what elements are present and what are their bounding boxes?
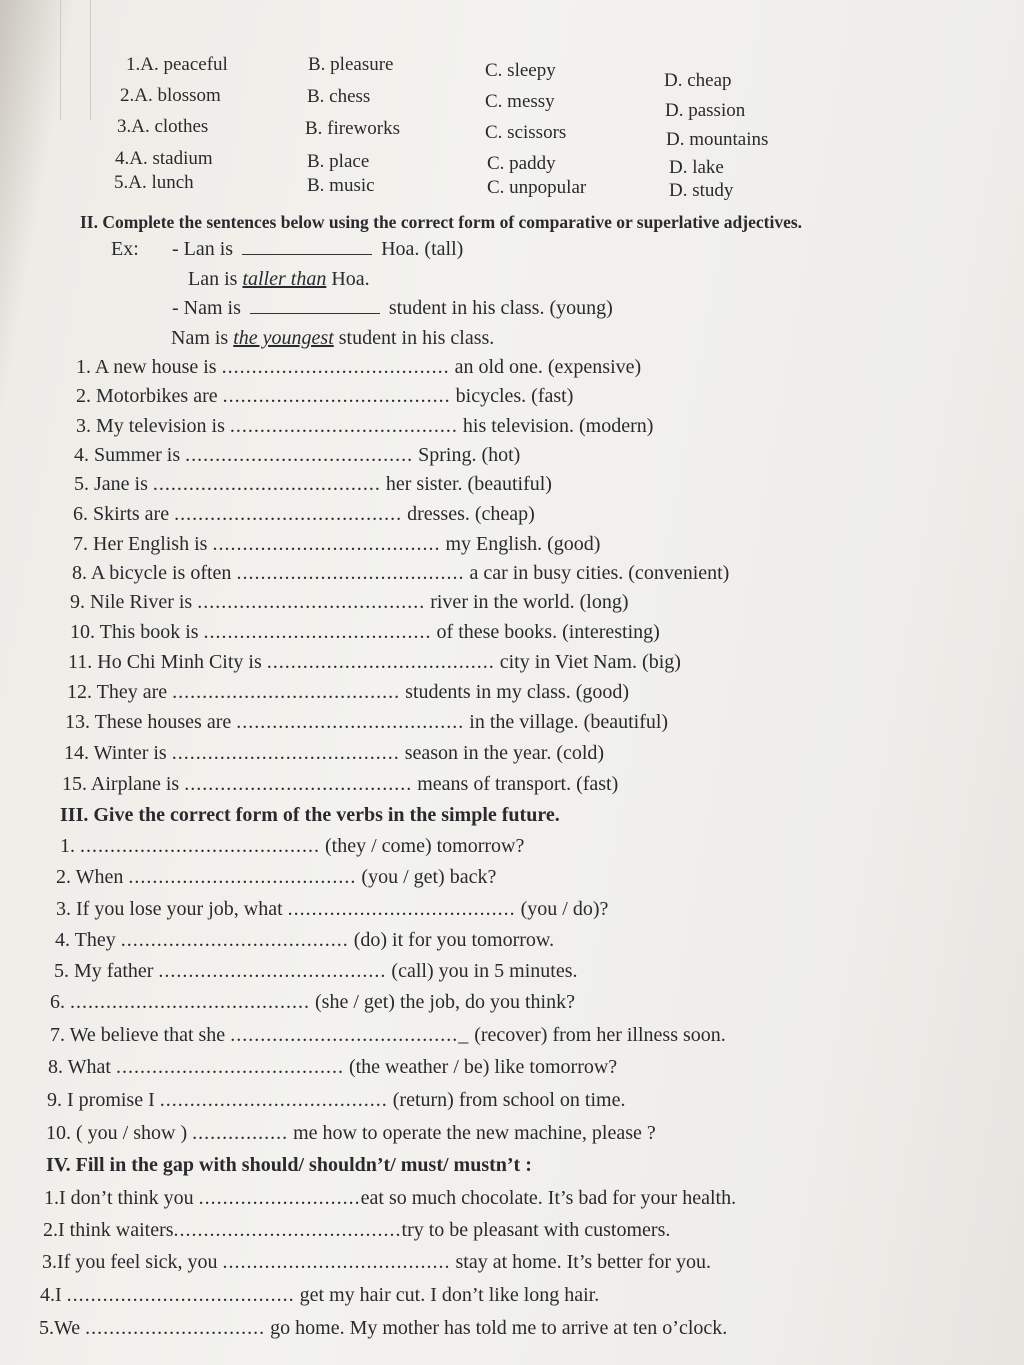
item-text: A new house is	[94, 356, 217, 378]
item-text: (return) from school on time.	[392, 1089, 626, 1111]
exercise-item	[64, 741, 604, 765]
item-text: students in my class. (good)	[405, 681, 630, 703]
item-text: stay at home. It’s better for you.	[455, 1251, 712, 1273]
item-text: 13.	[65, 711, 90, 733]
example-text: Nam is	[171, 327, 229, 349]
option-d: D. lake	[669, 157, 724, 178]
answer-blank[interactable]: ......................................	[266, 651, 495, 673]
exercise-item	[39, 1316, 727, 1340]
item-text: in the village. (beautiful)	[469, 711, 669, 733]
item-text: me how to operate the new machine, please ?	[293, 1122, 656, 1144]
item-text: 5.	[39, 1317, 54, 1339]
option-a: 1.A. peaceful	[126, 54, 228, 75]
answer-blank[interactable]: ...........................	[198, 1187, 361, 1209]
option-d: D. cheap	[664, 70, 732, 91]
example-label: Ex:	[111, 238, 139, 260]
answer-blank[interactable]: ................	[192, 1122, 289, 1144]
item-text: get my hair cut. I don’t like long hair.	[299, 1284, 600, 1306]
item-text: 7.	[50, 1024, 65, 1046]
answer-blank[interactable]: ..............................	[85, 1317, 266, 1339]
example-sentence	[172, 237, 463, 261]
exercise-item	[50, 990, 575, 1014]
answer-blank[interactable]: ......................................	[66, 1284, 295, 1306]
item-text: I think waiters	[58, 1219, 174, 1241]
exercise-item	[68, 650, 681, 674]
item-text: 9.	[47, 1089, 62, 1111]
item-text: 1.	[76, 356, 91, 378]
exercise-item	[76, 355, 641, 379]
item-text: I	[55, 1284, 62, 1306]
page-edge	[30, 0, 91, 120]
item-text: Airplane is	[90, 773, 180, 795]
item-text: 4.	[55, 929, 70, 951]
answer-blank[interactable]: ......................................	[197, 591, 426, 613]
item-text: Her English is	[93, 533, 208, 555]
item-text: They are	[96, 681, 168, 703]
example-sentence	[172, 296, 613, 320]
example-text: Hoa.	[331, 268, 370, 290]
item-text: city in Viet Nam. (big)	[499, 651, 681, 673]
item-text: A bicycle is often	[90, 562, 232, 584]
answer-blank[interactable]: ......................................	[174, 503, 403, 525]
exercise-item	[70, 590, 629, 614]
option-c: C. paddy	[487, 153, 556, 174]
option-b: B. fireworks	[305, 118, 400, 139]
answer-blank[interactable]: ......................................	[185, 444, 414, 466]
item-text: Nile River is	[90, 591, 193, 613]
item-text: 3.	[42, 1251, 57, 1273]
answer-blank[interactable]: ......................................	[221, 356, 450, 378]
exercise-item	[65, 710, 668, 734]
item-text: I promise I	[67, 1089, 155, 1111]
item-text: bicycles. (fast)	[455, 385, 574, 407]
item-text: 10.	[70, 621, 95, 643]
item-text: 3.	[76, 415, 91, 437]
exercise-item	[76, 384, 573, 408]
exercise-item	[40, 1283, 599, 1307]
item-text: Ho Chi Minh City is	[97, 651, 262, 673]
example-answer-word: the youngest	[233, 327, 334, 349]
answer-blank[interactable]: ......................................	[173, 1219, 402, 1241]
option-b: B. pleasure	[308, 54, 394, 75]
item-text: Motorbikes are	[96, 385, 218, 407]
item-text: 6.	[50, 991, 65, 1013]
item-text: 9.	[70, 591, 85, 613]
item-text: 7.	[73, 533, 88, 555]
answer-blank[interactable]: ......................................	[229, 415, 458, 437]
item-text: of these books. (interesting)	[436, 621, 660, 643]
answer-blank[interactable]: ........................................	[70, 991, 310, 1013]
item-text: his television. (modern)	[462, 415, 654, 437]
option-a: 2.A. blossom	[120, 85, 221, 106]
item-text: river in the world. (long)	[430, 591, 629, 613]
item-text: 11.	[68, 651, 93, 673]
item-text: 10.	[46, 1122, 71, 1144]
item-text: dresses. (cheap)	[407, 503, 535, 525]
item-text: We believe that she	[69, 1024, 226, 1046]
option-a: 4.A. stadium	[115, 148, 213, 169]
exercise-item	[50, 1023, 726, 1047]
answer-blank[interactable]: ........................................	[80, 835, 320, 857]
item-text: ( you / show )	[76, 1122, 188, 1144]
item-text: Summer is	[94, 444, 181, 466]
item-text: When	[75, 866, 124, 888]
section-heading: IV. Fill in the gap with should/ shouldn’t/ must/ mustn’t :	[46, 1154, 532, 1176]
answer-blank[interactable]: ......................................	[158, 960, 387, 982]
exercise-item	[48, 1055, 617, 1079]
item-text: 12.	[67, 681, 92, 703]
item-text: My television is	[96, 415, 225, 437]
item-text: 4.	[40, 1284, 55, 1306]
exercise-item	[74, 472, 552, 496]
item-text: If you lose your job, what	[76, 898, 283, 920]
item-text: 3.	[56, 898, 71, 920]
item-text: (do) it for you tomorrow.	[353, 929, 555, 951]
item-text: What	[67, 1056, 111, 1078]
option-c: C. sleepy	[485, 60, 556, 81]
item-text: (call) you in 5 minutes.	[391, 960, 578, 982]
answer-blank[interactable]: ......................................	[152, 473, 381, 495]
item-text: 6.	[73, 503, 88, 525]
example-text: student in his class. (young)	[388, 297, 613, 319]
item-text: (you / do)?	[520, 898, 609, 920]
item-text: My father	[74, 960, 154, 982]
item-text: Winter is	[93, 742, 167, 764]
example-text: student in his class.	[338, 327, 495, 349]
option-d: D. mountains	[666, 129, 769, 150]
answer-blank[interactable]: ......................................	[212, 533, 441, 555]
item-text: Jane is	[94, 473, 148, 495]
exercise-item	[73, 532, 600, 556]
exercise-item	[72, 561, 729, 585]
exercise-item	[62, 772, 618, 796]
option-b: B. music	[307, 175, 375, 196]
item-text: means of transport. (fast)	[417, 773, 619, 795]
item-text: We	[54, 1317, 81, 1339]
item-text: try to be pleasant with customers.	[401, 1219, 671, 1241]
example-text: Hoa. (tall)	[381, 238, 464, 260]
item-text: 2.	[76, 385, 91, 407]
item-text: (recover) from her illness soon.	[474, 1024, 726, 1046]
exercise-item	[46, 1121, 656, 1145]
option-c: C. unpopular	[487, 177, 587, 198]
item-text: (you / get) back?	[361, 866, 497, 888]
answer-blank[interactable]: ......................................_	[230, 1024, 470, 1046]
exercise-item	[56, 865, 496, 889]
option-c: C. scissors	[485, 122, 567, 143]
item-text: 8.	[72, 562, 87, 584]
item-text: 1.	[44, 1187, 59, 1209]
option-b: B. chess	[307, 86, 371, 107]
item-text: These houses are	[94, 711, 232, 733]
option-d: D. passion	[665, 100, 746, 121]
item-text: 15.	[62, 773, 87, 795]
answer-blank[interactable]: ......................................	[159, 1089, 388, 1111]
answer-blank[interactable]	[242, 250, 372, 255]
item-text: 8.	[48, 1056, 63, 1078]
option-b: B. place	[307, 151, 370, 172]
item-text: go home. My mother has told me to arrive at ten o’clock.	[270, 1317, 728, 1339]
section-heading: II. Complete the sentences below using the correct form of comparative or superlative adjectives.	[80, 212, 803, 232]
item-text: If you feel sick, you	[57, 1251, 218, 1273]
option-c: C. messy	[485, 91, 555, 112]
answer-blank[interactable]: ......................................	[222, 1251, 451, 1273]
item-text: 14.	[64, 742, 89, 764]
item-text: I don’t think you	[59, 1187, 194, 1209]
item-text: (the weather / be) like tomorrow?	[348, 1056, 618, 1078]
item-text: 5.	[54, 960, 69, 982]
answer-blank[interactable]: ......................................	[115, 1056, 344, 1078]
answer-blank[interactable]: ......................................	[236, 711, 465, 733]
item-text: (they / come) tomorrow?	[325, 835, 525, 857]
option-a: 3.A. clothes	[117, 116, 209, 137]
exercise-item	[44, 1186, 736, 1210]
exercise-item	[67, 680, 629, 704]
item-text: Spring. (hot)	[418, 444, 521, 466]
exercise-item	[70, 620, 660, 644]
option-a: 5.A. lunch	[114, 172, 194, 193]
answer-blank[interactable]: ......................................	[171, 742, 400, 764]
item-text: 1.	[60, 835, 75, 857]
exercise-item	[56, 897, 608, 921]
example-text: - Nam is	[172, 297, 241, 319]
example-text: - Lan is	[172, 238, 234, 260]
answer-blank[interactable]: ......................................	[236, 562, 465, 584]
answer-blank[interactable]: ......................................	[172, 681, 401, 703]
item-text: 2.	[56, 866, 71, 888]
answer-blank[interactable]: ......................................	[203, 621, 432, 643]
example-answer	[171, 326, 494, 350]
item-text: my English. (good)	[445, 533, 601, 555]
answer-blank[interactable]: ......................................	[287, 898, 516, 920]
example-answer-word: taller than	[242, 268, 327, 290]
item-text: season in the year. (cold)	[404, 742, 605, 764]
item-text: 2.	[43, 1219, 58, 1241]
item-text: 5.	[74, 473, 89, 495]
exercise-item	[55, 928, 554, 952]
answer-blank[interactable]: ......................................	[128, 866, 357, 888]
item-text: 4.	[74, 444, 89, 466]
answer-blank[interactable]: ......................................	[184, 773, 413, 795]
option-d: D. study	[669, 180, 734, 201]
exercise-item	[74, 443, 520, 467]
item-text: Skirts are	[93, 503, 170, 525]
answer-blank[interactable]: ......................................	[222, 385, 451, 407]
exercise-item	[47, 1088, 625, 1112]
exercise-item	[76, 414, 653, 438]
exercise-item	[54, 959, 578, 983]
item-text: This book is	[99, 621, 199, 643]
exercise-item	[60, 834, 524, 858]
example-text: Lan is	[188, 268, 238, 290]
exercise-item	[43, 1218, 670, 1242]
item-text: (she / get) the job, do you think?	[315, 991, 575, 1013]
answer-blank[interactable]	[250, 309, 380, 314]
example-answer	[188, 267, 370, 291]
exercise-item	[42, 1250, 711, 1274]
item-text: a car in busy cities. (convenient)	[469, 562, 730, 584]
item-text: an old one. (expensive)	[454, 356, 642, 378]
item-text: her sister. (beautiful)	[385, 473, 552, 495]
item-text: eat so much chocolate. It’s bad for your health.	[360, 1187, 737, 1209]
item-text: They	[74, 929, 116, 951]
answer-blank[interactable]: ......................................	[120, 929, 349, 951]
exercise-item	[73, 502, 535, 526]
section-heading: III. Give the correct form of the verbs in the simple future.	[60, 804, 560, 826]
